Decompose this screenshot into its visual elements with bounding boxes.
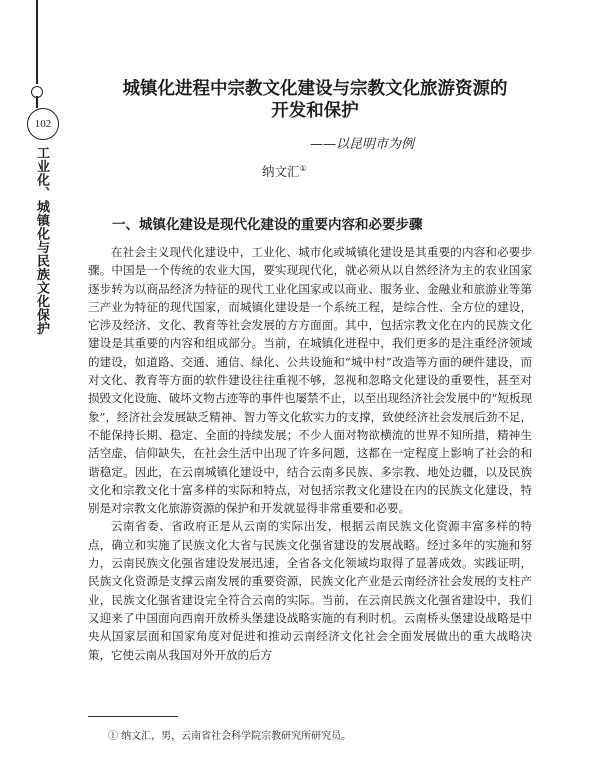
section-heading: 一、城镇化建设是现代化建设的重要内容和必要步骤 <box>112 217 423 233</box>
article-title-line2: 开发和保护 <box>271 101 359 121</box>
author-name: 纳文汇 <box>262 164 300 179</box>
article-title-line1: 城镇化进程中宗教文化建设与宗教文化旅游资源的 <box>122 79 508 99</box>
article-title <box>80 78 550 122</box>
footnote-rule <box>88 716 178 717</box>
author-footnote-mark: ① <box>299 163 307 173</box>
paragraph-1: 在社会主义现代化建设中，工业化、城市化或城镇化建设是其重要的内容和必要步骤。中国是一个传统的农业大国，要实现现代化，就必须从以自然经济为主的农业国家逐步转为以商品经济为特征的现代工业化国家或以商业、服务业、金融业和旅游业等第三产业为特征的现代国家，而城镇化建设是一个系统工程，是综合性、全方位的建设，它涉及经济、文化、教育等社会发展的方方面面。其中，包括宗教文化在内的民族文化建设是其重要的内容和组成部分。当前，在城镇化进程中，我们更多的是注重经济领域的建设，如道路、交通、通信、绿化、公共设施和“城中村”改造等方面的硬件建设，而对文化、教育等方面的软件建设往往重视不够，忽视和忽略文化建设的重要性，甚至对损毁文化设施、破坏文物古迹等的事件也屡禁不止，以至出现经济社会发展中的“短板现象”，经济社会发展缺乏精神、智力等文化软实力的支撑，致使经济社会发展后劲不足，不能保持长期、稳定、全面的持续发展；不少人面对物欲横流的世界不知所措，精神生活空虚，信仰缺失，在社会生活中出现了许多问题，这都在一定程度上影响了社会的和谐稳定。因此，在云南城镇化建设中，结合云南多民族、多宗教、地处边疆，以及民族文化和宗教文化十富多样的实际和特点，对包括宗教文化建设在内的民族文化建设，特别是对宗教文化旅游资源的保护和开发就显得非常重要和必要。 <box>88 245 532 516</box>
footnote: ① 纳文汇，男，云南省社会科学院宗教研究所研究员。 <box>108 731 352 742</box>
margin-rule-top <box>36 0 38 84</box>
running-header-vertical: 工业化、城镇化与民族文化保护 <box>34 146 49 335</box>
body-text <box>88 243 532 664</box>
page-number: 102 <box>27 108 59 140</box>
author <box>262 162 307 180</box>
margin-rule-mid <box>36 96 38 108</box>
paragraph-2: 云南省委、省政府正是从云南的实际出发，根据云南民族文化资源丰富多样的特点，确立和实施了民族文化大省与民族文化强省建设的发展战略。经过多年的实施和努力，云南民族文化强省建设发展迅速，全省各文化领域均取得了显著成效。实践证明，民族文化资源是支撑云南发展的重要资源，民族文化产业是云南经济社会发展的支柱产业，民族文化强省建设完全符合云南的实际。当前，在云南民族文化强省建设中，我们又迎来了中国面向西南开放桥头堡建设战略实施的有利时机。云南桥头堡建设战略是中央从国家层面和国家角度对促进和推动云南经济文化社会全面发展做出的重大战略决策，它使云南从我国对外开放的后方 <box>88 519 532 662</box>
article-subtitle: ——以昆明市为例 <box>310 137 415 152</box>
